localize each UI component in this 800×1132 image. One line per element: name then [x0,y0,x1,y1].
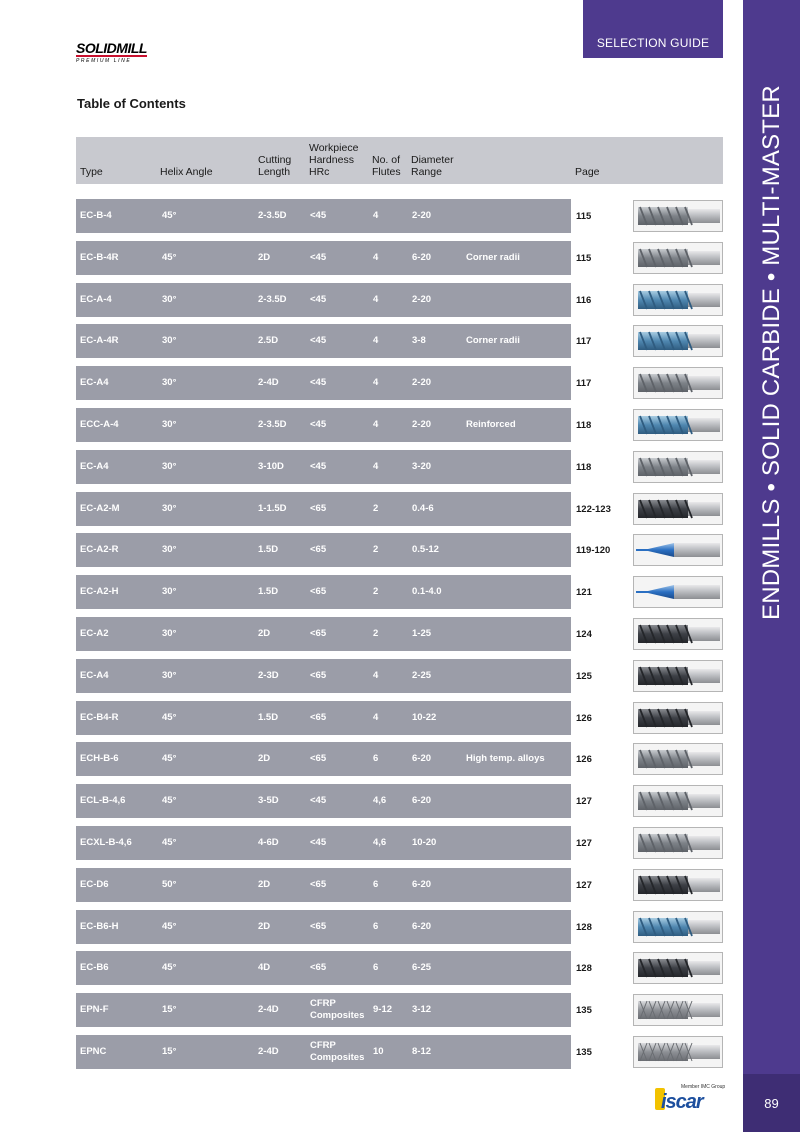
col-helix: Helix Angle [160,166,213,178]
cell-range: 1-25 [412,628,432,639]
cell-flutes: 9-12 [373,1004,393,1015]
cell-length: 1-1.5D [258,503,287,514]
cell-flutes: 4 [373,712,379,723]
tab-label: SELECTION GUIDE [596,36,710,50]
table-row [76,826,571,860]
cell-helix: 45° [162,252,177,263]
cell-page: 119-120 [576,544,611,556]
cell-page: 117 [576,377,592,389]
cell-page: 127 [576,879,592,891]
col-hardness-line1: Workpiece [309,142,359,154]
cell-page: 128 [576,921,592,933]
cell-type: EC-A2-M [80,503,120,514]
router-cfrp-icon [633,1036,723,1068]
cell-flutes: 2 [373,544,379,555]
cell-range: 0.5-12 [412,544,439,555]
page-title: Table of Contents [77,96,186,111]
cell-type: EC-A-4 [80,294,112,305]
endmill-grey-icon [633,743,723,775]
cell-length: 2D [258,628,271,639]
cell-length: 2-4D [258,1004,279,1015]
col-hardness-line3: HRc [309,166,330,178]
cell-type: EC-A4 [80,670,109,681]
cell-page: 127 [576,795,592,807]
table-row [76,533,571,567]
cell-helix: 50° [162,879,177,890]
cell-helix: 30° [162,461,177,472]
iscar-logo [655,1084,735,1114]
endmill-dark-icon [633,660,723,692]
cell-hardness: <45 [310,335,327,346]
cell-flutes: 4 [373,210,379,221]
cell-type: EC-B4-R [80,712,119,723]
cell-range: 10-22 [412,712,437,723]
endmill-dark-icon [633,493,723,525]
table-row [76,324,571,358]
col-cutting-line1: Cutting [258,154,292,166]
iscar-member-text: Member IMC Group [681,1084,726,1090]
cell-flutes: 6 [373,962,379,973]
cell-helix: 15° [162,1004,177,1015]
cell-hardness: <65 [310,712,327,723]
table-row [76,784,571,818]
cell-type: ECC-A-4 [80,419,119,430]
cell-hardness [310,1035,364,1069]
cell-hardness: <65 [310,503,327,514]
cell-length: 2-3D [258,670,279,681]
table-row [76,283,571,317]
cell-length: 2-4D [258,377,279,388]
side-title: ENDMILLS • SOLID CARBIDE • MULTI-MASTER [758,85,785,620]
table-row [76,742,571,776]
cell-page: 116 [576,294,592,306]
cell-helix: 30° [162,294,177,305]
cell-hardness-line1: CFRP [310,998,336,1009]
cell-flutes: 4,6 [373,837,387,848]
cell-flutes: 2 [373,503,379,514]
cell-type: ECXL-B-4,6 [80,837,132,848]
cell-hardness: <45 [310,252,327,263]
cell-length: 2-3.5D [258,419,287,430]
cell-helix: 45° [162,921,177,932]
cell-type: EPNC [80,1046,107,1057]
cell-note: Corner radii [466,252,520,263]
table-row [76,199,571,233]
cell-page: 125 [576,670,592,682]
endmill-blue-coated-icon [633,409,723,441]
cell-range: 6-20 [412,252,432,263]
cell-length: 2-3.5D [258,210,287,221]
cell-length: 4D [258,962,271,973]
cell-flutes: 10 [373,1046,384,1057]
cell-helix: 30° [162,586,177,597]
cell-flutes: 6 [373,879,379,890]
table-row [76,701,571,735]
cell-range: 0.4-6 [412,503,434,514]
cell-hardness [310,993,364,1027]
cell-length: 2D [258,252,271,263]
cell-range: 3-20 [412,461,432,472]
col-cutting-length [258,154,291,178]
cell-page: 118 [576,461,592,473]
cell-range: 2-20 [412,419,432,430]
cell-helix: 15° [162,1046,177,1057]
cell-helix: 45° [162,837,177,848]
table-row [76,575,571,609]
cell-note: Corner radii [466,335,520,346]
solidmill-logo [76,40,176,68]
cell-length: 4-6D [258,837,279,848]
cell-flutes: 4 [373,419,379,430]
cell-range: 2-20 [412,377,432,388]
cell-hardness: <45 [310,210,327,221]
endmill-grey-icon [633,785,723,817]
cell-helix: 30° [162,544,177,555]
col-flutes-line1: No. of [372,154,401,166]
cell-length: 3-5D [258,795,279,806]
cell-hardness-line1: CFRP [310,1040,336,1051]
col-flutes [372,154,401,178]
cell-range: 6-25 [412,962,432,973]
cell-type: EC-A-4R [80,335,119,346]
cell-helix: 30° [162,628,177,639]
cell-note: High temp. alloys [466,753,545,764]
col-diameter-line1: Diameter [411,154,454,166]
col-type: Type [80,166,103,178]
cell-page: 128 [576,962,592,974]
cell-hardness-line2: Composites [310,1010,365,1021]
table-row [76,450,571,484]
cell-type: EC-A2-R [80,544,119,555]
cell-page: 126 [576,753,592,765]
col-hardness [309,142,358,178]
cell-page: 124 [576,628,592,640]
cell-hardness: <65 [310,628,327,639]
cell-range: 2-25 [412,670,432,681]
cell-flutes: 2 [373,586,379,597]
table-row [76,408,571,442]
cell-type: ECL-B-4,6 [80,795,126,806]
selection-guide-tab [583,0,723,58]
table-row [76,617,571,651]
cell-length: 1.5D [258,586,279,597]
col-hardness-line2: Hardness [309,154,354,166]
cell-range: 3-12 [412,1004,432,1015]
cell-hardness: <65 [310,879,327,890]
cell-hardness: <45 [310,294,327,305]
endmill-dark-icon [633,952,723,984]
cell-page: 122-123 [576,503,611,515]
cell-length: 1.5D [258,712,279,723]
table-row [76,241,571,275]
cell-helix: 45° [162,712,177,723]
cell-hardness: <65 [310,753,327,764]
cell-range: 2-20 [412,294,432,305]
cell-page: 115 [576,252,592,264]
table-row [76,659,571,693]
cell-length: 2D [258,921,271,932]
cell-type: EC-A2 [80,628,109,639]
cell-type: EC-A4 [80,461,109,472]
cell-hardness: <65 [310,586,327,597]
cell-flutes: 4 [373,670,379,681]
cell-helix: 45° [162,210,177,221]
col-page: Page [575,166,600,178]
cell-range: 10-20 [412,837,437,848]
cell-length: 1.5D [258,544,279,555]
cell-length: 3-10D [258,461,284,472]
cell-page: 127 [576,837,592,849]
cell-helix: 45° [162,795,177,806]
cell-range: 6-20 [412,795,432,806]
cell-hardness: <65 [310,544,327,555]
cell-helix: 45° [162,962,177,973]
cell-helix: 30° [162,503,177,514]
cell-range: 6-20 [412,879,432,890]
cell-type: EC-B6 [80,962,109,973]
cell-type: ECH-B-6 [80,753,119,764]
cell-hardness-line2: Composites [310,1052,365,1063]
cell-type: EC-B6-H [80,921,119,932]
cell-type: EC-D6 [80,879,109,890]
cell-note: Reinforced [466,419,516,430]
micro-endmill-blue-icon [633,534,723,566]
cell-helix: 30° [162,377,177,388]
cell-flutes: 6 [373,753,379,764]
cell-hardness: <65 [310,921,327,932]
table-row [76,366,571,400]
cell-page: 118 [576,419,592,431]
logo-sub: PREMIUM LINE [76,58,132,64]
cell-page: 135 [576,1046,592,1058]
cell-hardness: <45 [310,795,327,806]
cell-flutes: 4 [373,252,379,263]
cell-flutes: 4 [373,377,379,388]
col-flutes-line2: Flutes [372,166,401,178]
endmill-dark-icon [633,618,723,650]
endmill-grey-icon [633,451,723,483]
cell-range: 2-20 [412,210,432,221]
endmill-dark-icon [633,702,723,734]
cell-helix: 30° [162,419,177,430]
endmill-grey-icon [633,827,723,859]
cell-flutes: 4,6 [373,795,387,806]
cell-helix: 30° [162,335,177,346]
cell-flutes: 4 [373,461,379,472]
cell-type: EPN-F [80,1004,109,1015]
cell-type: EC-B-4R [80,252,119,263]
table-row [76,910,571,944]
col-diameter-line2: Range [411,166,442,178]
col-diameter [411,154,454,178]
cell-length: 2D [258,879,271,890]
cell-flutes: 6 [373,921,379,932]
endmill-blue-coated-icon [633,911,723,943]
cell-page: 135 [576,1004,592,1016]
cell-flutes: 2 [373,628,379,639]
cell-flutes: 4 [373,294,379,305]
endmill-blue-coated-icon [633,325,723,357]
cell-hardness: <65 [310,670,327,681]
cell-page: 126 [576,712,592,724]
table-row [76,868,571,902]
cell-page: 121 [576,586,592,598]
page-number: 89 [743,1074,800,1132]
endmill-dark-icon [633,869,723,901]
table-header [76,137,723,184]
cell-helix: 30° [162,670,177,681]
endmill-grey-icon [633,200,723,232]
endmill-blue-coated-icon [633,284,723,316]
table-row [76,951,571,985]
iscar-word: iscar [661,1091,703,1113]
endmill-grey-icon [633,242,723,274]
table-row [76,1035,571,1069]
cell-hardness: <45 [310,419,327,430]
cell-type: EC-A2-H [80,586,119,597]
cell-range: 6-20 [412,753,432,764]
cell-type: EC-B-4 [80,210,112,221]
cell-range: 8-12 [412,1046,432,1057]
cell-page: 117 [576,335,592,347]
logo-main: SOLIDMILL [76,40,147,56]
micro-endmill-blue-icon [633,576,723,608]
col-cutting-line2: Length [258,166,291,178]
cell-hardness: <45 [310,461,327,472]
cell-range: 3-8 [412,335,426,346]
cell-range: 0.1-4.0 [412,586,442,597]
cell-length: 2.5D [258,335,279,346]
cell-length: 2D [258,753,271,764]
router-cfrp-icon [633,994,723,1026]
cell-hardness: <65 [310,962,327,973]
cell-helix: 45° [162,753,177,764]
cell-hardness: <45 [310,377,327,388]
cell-length: 2-3.5D [258,294,287,305]
cell-flutes: 4 [373,335,379,346]
endmill-grey-icon [633,367,723,399]
table-row [76,993,571,1027]
cell-hardness: <45 [310,837,327,848]
cell-range: 6-20 [412,921,432,932]
cell-page: 115 [576,210,592,222]
cell-type: EC-A4 [80,377,109,388]
table-row [76,492,571,526]
cell-length: 2-4D [258,1046,279,1057]
